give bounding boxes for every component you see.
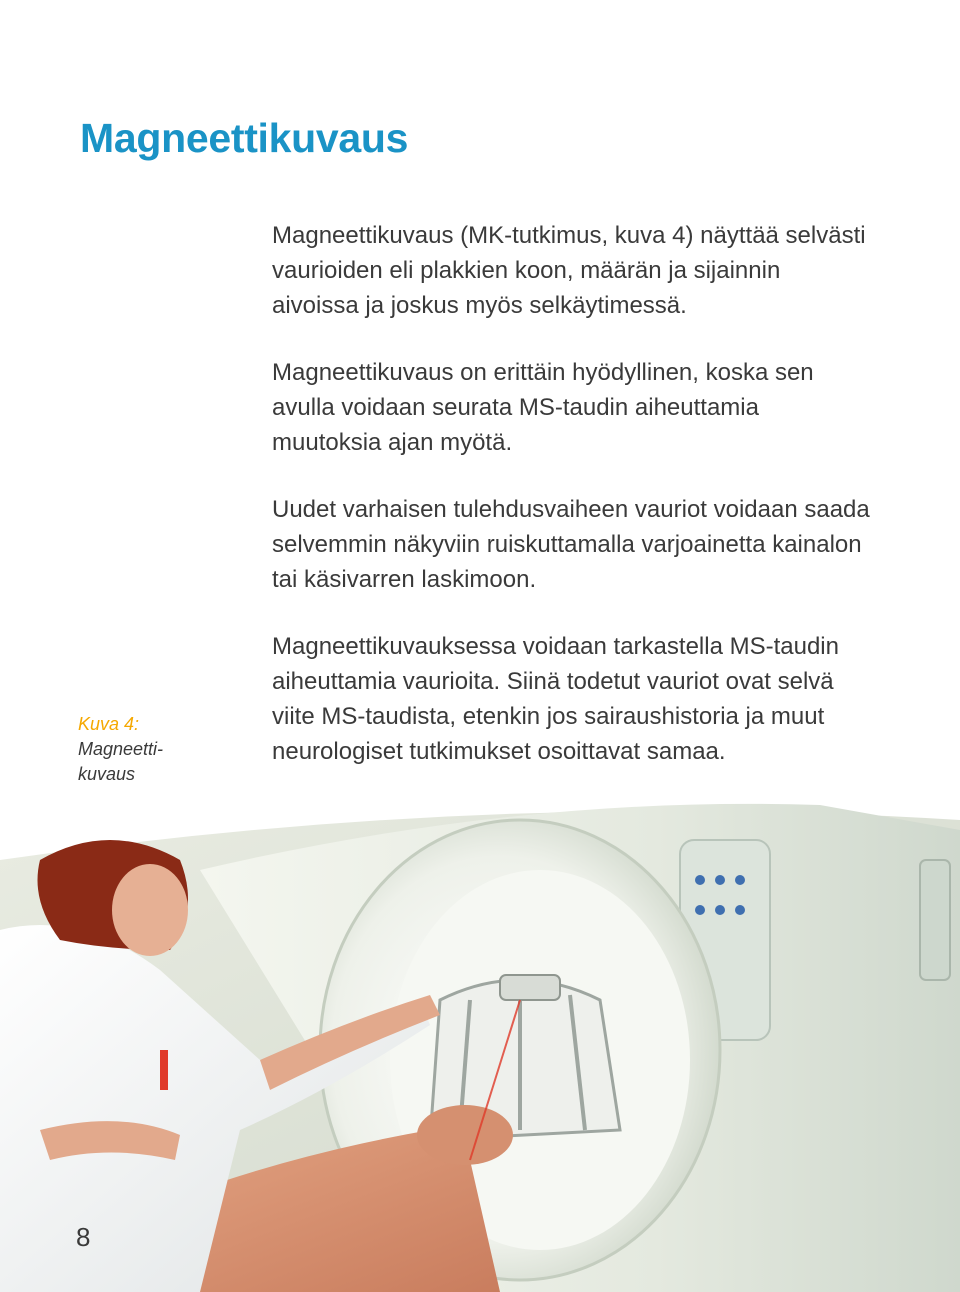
paragraph-4: Magneettikuvauksessa voidaan tarkastella MS-taudin aiheuttamia vaurioita. Siinä todetut vauriot ovat selvä viite MS-taudista, etenkin jos sairaushistoria ja muut neurologiset tutkimukset osoittavat samaa. (272, 633, 839, 765)
panel-button (715, 905, 725, 915)
figure-caption (78, 712, 178, 787)
patient-head (417, 1105, 513, 1165)
doctor-face (112, 864, 188, 956)
panel-button (735, 875, 745, 885)
panel-button (715, 875, 725, 885)
coil-mirror (500, 975, 560, 1000)
mri-scan-photo (0, 800, 960, 1292)
page-number: 8 (76, 1222, 91, 1252)
caption-label: Kuva 4: (78, 714, 140, 734)
page-title: Magneettikuvaus (80, 115, 409, 161)
paragraph-1: Magneettikuvaus (MK-tutkimus, kuva 4) näyttää selvästi vaurioiden eli plakkien koon, määrän ja sijainnin aivoissa ja joskus myös selkäytimessä. (272, 222, 866, 319)
panel-button (695, 875, 705, 885)
caption-text: Magneetti-kuvaus (78, 739, 164, 784)
panel-display (920, 860, 950, 980)
name-badge (160, 1050, 168, 1090)
body-text (272, 218, 872, 801)
panel-button (735, 905, 745, 915)
panel-button (695, 905, 705, 915)
paragraph-2: Magneettikuvaus on erittäin hyödyllinen, koska sen avulla voidaan seurata MS-taudin aiheuttamia muutoksia ajan myötä. (272, 359, 814, 456)
paragraph-3: Uudet varhaisen tulehdusvaiheen vauriot voidaan saada selvemmin näkyviin ruiskuttamalla varjoainetta kainalon tai käsivarren laskimoon. (272, 496, 870, 593)
